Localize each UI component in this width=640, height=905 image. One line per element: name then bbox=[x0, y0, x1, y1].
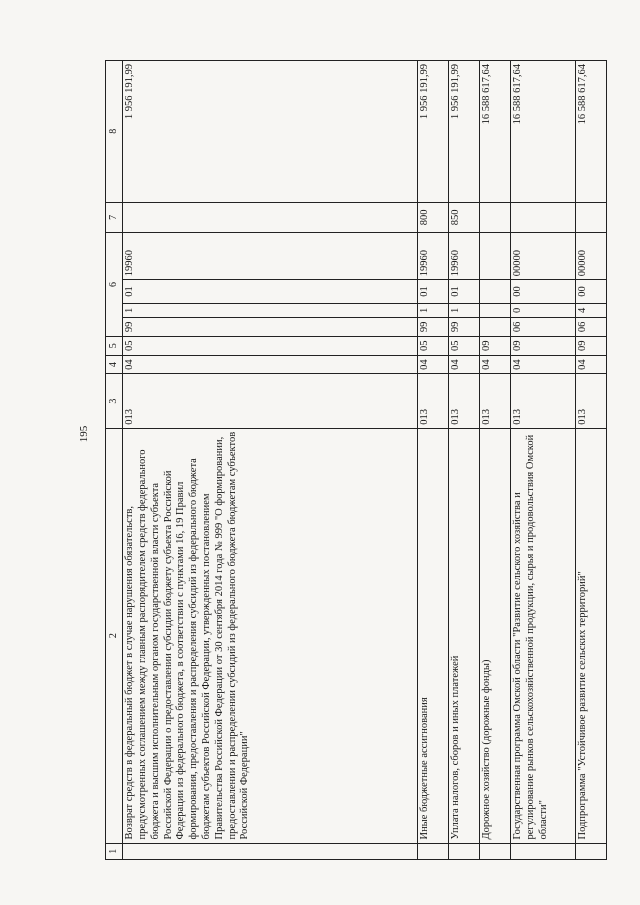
cell-amount: 16 588 617,64 bbox=[576, 61, 607, 203]
cell-amount: 1 956 191,99 bbox=[418, 61, 449, 203]
table-row bbox=[449, 61, 480, 860]
cell-c6a: 06 bbox=[511, 317, 576, 336]
row-name: Возврат средств в федеральный бюджет в случае нарушения обязательств, предусмотренных соглашением между главным распорядителем средств федерального бюджета и высшим исполнительным органом государственной власти субъекта Российской Федерации о предоставлении субсидии бюджету субъекта Российской Федерации из федерального бюджета, в соответствии с пунктами 16, 19 Правил формирования, предоставления и распределения субсидий из федерального бюджета бюджетам субъектов Российской Федерации, утвержденных постановлением Правительства Российской Федерации от 30 сентября 2014 года № 999 "О формировании, предоставлении и распределении субсидий из федерального бюджета бюджетам субъектов Российской Федерации" bbox=[123, 428, 418, 843]
row-name: Государственная программа Омской области "Развитие сельского хозяйства и регулирование рынков сельскохозяйственной продукции, сырья и продовольствия Омской области" bbox=[511, 428, 576, 843]
cell-amount: 1 956 191,99 bbox=[449, 61, 480, 203]
row-name: Уплата налогов, сборов и иных платежей bbox=[449, 428, 480, 843]
cell-c6c: 01 bbox=[449, 280, 480, 304]
cell-c6b: 1 bbox=[418, 303, 449, 317]
cell-c6c: 01 bbox=[123, 280, 418, 304]
cell-c6a: 99 bbox=[418, 317, 449, 336]
cell-c6d: 19960 bbox=[123, 233, 418, 280]
cell-c4: 04 bbox=[123, 355, 418, 374]
cell-c4: 04 bbox=[576, 355, 607, 374]
cell-c6d: 00000 bbox=[576, 233, 607, 280]
header-cell: 7 bbox=[106, 202, 123, 233]
header-cell: 2 bbox=[106, 428, 123, 843]
cell-c6a: 99 bbox=[123, 317, 418, 336]
table-row bbox=[480, 61, 511, 860]
table-row bbox=[576, 61, 607, 860]
cell-c6d bbox=[480, 233, 511, 280]
cell-c6b: 1 bbox=[123, 303, 418, 317]
table-row bbox=[123, 61, 418, 860]
header-cell: 3 bbox=[106, 374, 123, 428]
cell-c6b: 1 bbox=[449, 303, 480, 317]
cell-c6a bbox=[480, 317, 511, 336]
rotated-budget-page bbox=[105, 60, 589, 860]
cell-amount: 16 588 617,64 bbox=[511, 61, 576, 203]
row-name: Подпрограмма "Устойчивое развитие сельских территорий" bbox=[576, 428, 607, 843]
cell-c5: 09 bbox=[480, 336, 511, 355]
cell-c3: 013 bbox=[123, 374, 418, 428]
cell-c7 bbox=[511, 202, 576, 233]
table-row bbox=[511, 61, 576, 860]
header-row bbox=[106, 61, 123, 860]
cell-c6b: 0 bbox=[511, 303, 576, 317]
cell-c3: 013 bbox=[511, 374, 576, 428]
cell-c7: 800 bbox=[418, 202, 449, 233]
cell-c6c: 00 bbox=[511, 280, 576, 304]
cell-c7 bbox=[576, 202, 607, 233]
row-name: Иные бюджетные ассигнования bbox=[418, 428, 449, 843]
cell-c7 bbox=[123, 202, 418, 233]
cell-c6c: 01 bbox=[418, 280, 449, 304]
budget-table bbox=[105, 60, 607, 860]
cell-c6d: 19960 bbox=[449, 233, 480, 280]
header-cell: 6 bbox=[106, 233, 123, 337]
header-cell: 4 bbox=[106, 355, 123, 374]
row-name: Дорожное хозяйство (дорожные фонды) bbox=[480, 428, 511, 843]
cell-c6a: 06 bbox=[576, 317, 607, 336]
cell-c4: 04 bbox=[449, 355, 480, 374]
header-cell: 1 bbox=[106, 843, 123, 859]
cell-c6c: 00 bbox=[576, 280, 607, 304]
cell-c5: 05 bbox=[123, 336, 418, 355]
cell-c3: 013 bbox=[449, 374, 480, 428]
cell-c3: 013 bbox=[480, 374, 511, 428]
cell-c6a: 99 bbox=[449, 317, 480, 336]
cell-c3: 013 bbox=[418, 374, 449, 428]
cell-c7 bbox=[480, 202, 511, 233]
cell-c5: 09 bbox=[511, 336, 576, 355]
cell-c4: 04 bbox=[418, 355, 449, 374]
cell-c5: 05 bbox=[449, 336, 480, 355]
header-cell: 5 bbox=[106, 336, 123, 355]
table-row bbox=[418, 61, 449, 860]
cell-c6b bbox=[480, 303, 511, 317]
cell-c5: 09 bbox=[576, 336, 607, 355]
cell-c6b: 4 bbox=[576, 303, 607, 317]
cell-c7: 850 bbox=[449, 202, 480, 233]
page-number: 195 bbox=[78, 425, 90, 443]
cell-amount: 1 956 191,99 bbox=[123, 61, 418, 203]
cell-c3: 013 bbox=[576, 374, 607, 428]
cell-c4: 04 bbox=[511, 355, 576, 374]
cell-c6d: 00000 bbox=[511, 233, 576, 280]
cell-c5: 05 bbox=[418, 336, 449, 355]
header-cell: 8 bbox=[106, 61, 123, 203]
cell-c4: 04 bbox=[480, 355, 511, 374]
cell-c6d: 19960 bbox=[418, 233, 449, 280]
cell-c6c bbox=[480, 280, 511, 304]
cell-amount: 16 588 617,64 bbox=[480, 61, 511, 203]
